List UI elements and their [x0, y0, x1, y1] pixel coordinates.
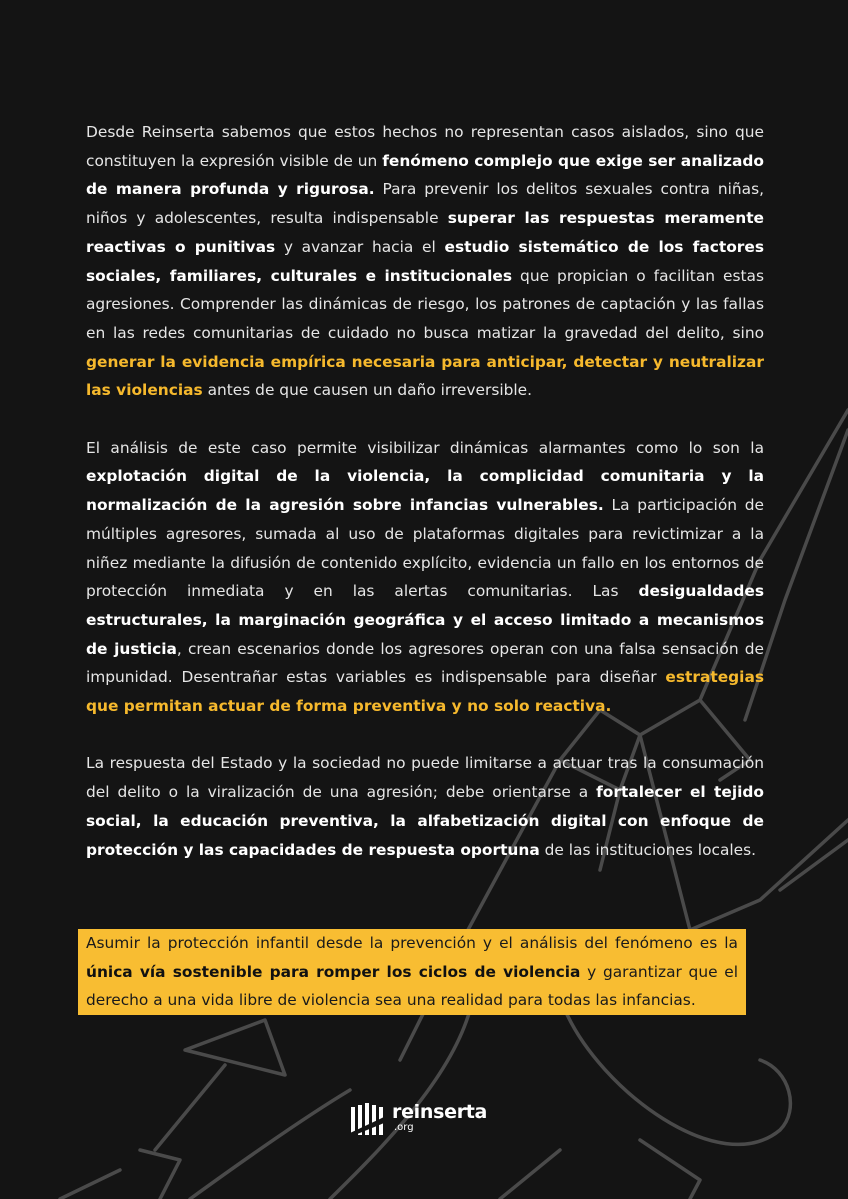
bold-text: superar las respuestas meramente reactivas o punitivas	[86, 209, 764, 256]
bold-text: desigualdades estructurales, la marginación geográfica y el acceso limitado a mecanismos de justicia	[86, 582, 764, 658]
text-segment: La participación de múltiples agresores, sumada al uso de plataformas digitales para revictimizar a la niñez mediante la difusión de contenido explícito, evidencia un fallo en los entornos de protección inmediata y en las alertas comunitarias. Las	[86, 496, 765, 601]
paragraph-2	[86, 434, 764, 721]
text-segment: Asumir la protección infantil desde la prevención y el análisis del fenómeno es la	[86, 934, 738, 952]
text-segment: Para prevenir los delitos sexuales contra niñas, niños y adolescentes, resulta indispensable	[86, 180, 764, 228]
text-segment: de las instituciones locales.	[539, 840, 757, 859]
text-segment: y avanzar hacia el	[275, 237, 445, 256]
reinserta-bars-logo-icon	[350, 1103, 386, 1137]
text-segment: antes de que causen un daño irreversible.	[202, 381, 533, 400]
text-segment: que propician o facilitan estas agresiones. Comprender las dinámicas de riesgo, los patrones de captación y las fallas en las redes comunitarias de cuidado no busca matizar la gravedad del delito, sino	[86, 266, 764, 342]
highlighted-text: generar la evidencia empírica necesaria para anticipar, detectar y neutralizar las violencias	[86, 352, 764, 400]
logo-name: reinserta	[392, 1101, 488, 1123]
text-segment: , crean escenarios donde los agresores operan con una falsa sensación de impunidad. Desentrañar estas variables es indispensable para diseñar	[86, 639, 764, 687]
bold-text: estudio sistemático de los factores sociales, familiares, culturales e institucionales	[86, 237, 764, 285]
conclusion-callout	[78, 929, 746, 1015]
reinserta-logo[interactable]	[350, 1103, 487, 1137]
text-segment: y garantizar que el derecho a una vida libre de violencia sea una realidad para todas las infancias.	[86, 962, 738, 1010]
bold-text: fortalecer el tejido social, la educación preventiva, la alfabetización digital con enfoque de protección y las capacidades de respuesta oportuna	[86, 783, 764, 859]
text-segment: El análisis de este caso permite visibilizar dinámicas alarmantes como lo son la	[86, 438, 764, 457]
highlighted-text: estrategias que permitan actuar de forma preventiva y no solo reactiva.	[86, 668, 764, 716]
paragraph-3	[86, 749, 764, 864]
bold-text: explotación digital de la violencia, la complicidad comunitaria y la normalización de la agresión sobre infancias vulnerables.	[86, 467, 764, 515]
paragraph-1	[86, 118, 764, 405]
logo-domain: .org	[394, 1122, 414, 1133]
main-text	[86, 118, 764, 893]
bold-text: única vía sostenible para romper los ciclos de violencia	[86, 962, 581, 981]
text-segment: La respuesta del Estado y la sociedad no puede limitarse a actuar tras la consumación del delito o la viralización de una agresión; debe orientarse a	[86, 754, 764, 802]
bold-text: fenómeno complejo que exige ser analizado de manera profunda y rigurosa.	[86, 151, 764, 199]
text-segment: Desde Reinserta sabemos que estos hechos no representan casos aislados, sino que constituyen la expresión visible de un	[86, 123, 764, 170]
